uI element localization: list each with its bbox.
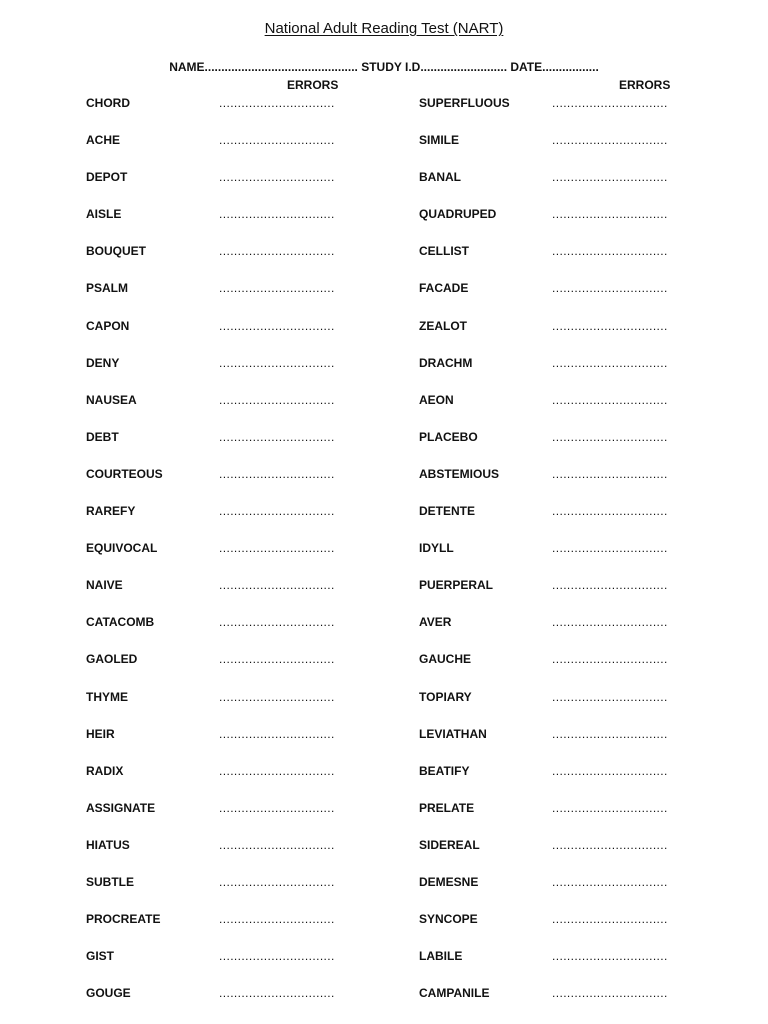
error-entry-line[interactable]: ...............................	[552, 318, 668, 333]
test-word: AISLE	[86, 207, 122, 222]
error-entry-line[interactable]: ...............................	[219, 912, 335, 927]
word-row	[86, 838, 386, 875]
error-entry-line[interactable]: ...............................	[552, 392, 668, 407]
test-word: AEON	[419, 392, 454, 407]
test-word: QUADRUPED	[419, 207, 497, 222]
word-row	[86, 170, 386, 207]
word-row	[86, 504, 386, 541]
word-row	[419, 578, 719, 615]
error-entry-line[interactable]: ...............................	[552, 244, 668, 259]
error-entry-line[interactable]: ...............................	[552, 133, 668, 148]
word-row	[86, 578, 386, 615]
test-word: COURTEOUS	[86, 466, 163, 481]
test-word: ABSTEMIOUS	[419, 466, 500, 481]
test-word: THYME	[86, 689, 128, 704]
test-word: DRACHM	[419, 355, 473, 370]
error-entry-line[interactable]: ...............................	[552, 355, 668, 370]
test-word: LABILE	[419, 949, 463, 964]
test-word: PROCREATE	[86, 912, 161, 927]
error-entry-line[interactable]: ...............................	[219, 133, 335, 148]
word-row	[419, 207, 719, 244]
test-word: SIDEREAL	[419, 837, 480, 852]
word-row	[86, 801, 386, 838]
word-row	[86, 393, 386, 430]
error-entry-line[interactable]: ...............................	[552, 504, 668, 519]
word-row	[419, 949, 719, 986]
test-word: HEIR	[86, 726, 115, 741]
error-entry-line[interactable]: ...............................	[219, 429, 335, 444]
test-word: ZEALOT	[419, 318, 467, 333]
error-entry-line[interactable]: ...............................	[219, 800, 335, 815]
error-entry-line[interactable]: ...............................	[552, 800, 668, 815]
word-row	[86, 207, 386, 244]
test-word: PRELATE	[419, 800, 475, 815]
word-row	[419, 912, 719, 949]
test-word: SUBTLE	[86, 874, 134, 889]
error-entry-line[interactable]: ...............................	[219, 541, 335, 556]
test-word: ASSIGNATE	[86, 800, 156, 815]
test-word: EQUIVOCAL	[86, 541, 158, 556]
error-entry-line[interactable]: ...............................	[219, 466, 335, 481]
error-entry-line[interactable]: ...............................	[219, 615, 335, 630]
test-word: GAUCHE	[419, 652, 472, 667]
error-entry-line[interactable]: ...............................	[552, 652, 668, 667]
error-entry-line[interactable]: ...............................	[552, 207, 668, 222]
word-row	[86, 615, 386, 652]
test-word: CATACOMB	[86, 615, 155, 630]
errors-header-right: ERRORS	[619, 78, 671, 92]
word-row	[419, 504, 719, 541]
error-entry-line[interactable]: ...............................	[552, 726, 668, 741]
test-word: BOUQUET	[86, 244, 146, 259]
word-row	[86, 875, 386, 912]
word-row	[86, 912, 386, 949]
word-row	[86, 96, 386, 133]
error-entry-line[interactable]: ...............................	[219, 949, 335, 964]
error-entry-line[interactable]: ...............................	[219, 837, 335, 852]
word-row	[86, 949, 386, 986]
word-row	[86, 541, 386, 578]
word-row	[419, 319, 719, 356]
test-word: PUERPERAL	[419, 578, 494, 593]
test-word: DEPOT	[86, 170, 128, 185]
word-row	[86, 652, 386, 689]
word-row	[419, 690, 719, 727]
test-word: PLACEBO	[419, 429, 478, 444]
error-entry-line[interactable]: ...............................	[219, 355, 335, 370]
word-row	[86, 430, 386, 467]
error-entry-line[interactable]: ...............................	[552, 281, 668, 296]
error-entry-line[interactable]: ...............................	[219, 578, 335, 593]
test-word: BANAL	[419, 170, 461, 185]
word-row	[419, 764, 719, 801]
test-word: NAUSEA	[86, 392, 137, 407]
test-word: GAOLED	[86, 652, 138, 667]
word-row	[419, 652, 719, 689]
word-column-left	[86, 96, 386, 1023]
error-entry-line[interactable]: ...............................	[219, 726, 335, 741]
test-word: IDYLL	[419, 541, 454, 556]
word-row	[419, 838, 719, 875]
word-row	[419, 467, 719, 504]
word-row	[419, 541, 719, 578]
error-entry-line[interactable]: ...............................	[552, 837, 668, 852]
test-word: SIMILE	[419, 133, 460, 148]
errors-header-left: ERRORS	[287, 78, 339, 92]
test-word: RADIX	[86, 763, 124, 778]
error-entry-line[interactable]: ...............................	[219, 689, 335, 704]
test-word: DEMESNE	[419, 874, 479, 889]
test-word: NAIVE	[86, 578, 123, 593]
word-row	[86, 356, 386, 393]
word-row	[419, 615, 719, 652]
error-entry-line[interactable]: ...............................	[219, 207, 335, 222]
error-entry-line[interactable]: ...............................	[552, 96, 668, 110]
test-word: CELLIST	[419, 244, 469, 259]
error-entry-line[interactable]: ...............................	[552, 429, 668, 444]
word-row	[419, 986, 719, 1023]
error-entry-line[interactable]: ...............................	[219, 392, 335, 407]
test-word: LEVIATHAN	[419, 726, 487, 741]
word-row	[86, 690, 386, 727]
error-entry-line[interactable]: ...............................	[219, 504, 335, 519]
word-row	[419, 96, 719, 133]
word-row	[86, 727, 386, 764]
word-row	[86, 244, 386, 281]
error-entry-line[interactable]: ...............................	[552, 986, 668, 1001]
test-word: GOUGE	[86, 986, 131, 1001]
word-row	[419, 356, 719, 393]
error-entry-line[interactable]: ...............................	[219, 244, 335, 259]
word-row	[419, 281, 719, 318]
error-entry-line[interactable]: ...............................	[552, 874, 668, 889]
test-word: DENY	[86, 355, 120, 370]
error-entry-line[interactable]: ...............................	[552, 912, 668, 927]
word-row	[86, 764, 386, 801]
test-word: TOPIARY	[419, 689, 472, 704]
test-word: SYNCOPE	[419, 912, 478, 927]
word-row	[419, 133, 719, 170]
test-word: SUPERFLUOUS	[419, 96, 510, 110]
word-row	[86, 986, 386, 1023]
test-word: HIATUS	[86, 837, 130, 852]
test-word: CAPON	[86, 318, 130, 333]
word-row	[419, 170, 719, 207]
word-row	[86, 319, 386, 356]
test-word: GIST	[86, 949, 115, 964]
error-entry-line[interactable]: ...............................	[552, 578, 668, 593]
word-row	[419, 727, 719, 764]
test-word: RAREFY	[86, 504, 136, 519]
word-row	[86, 281, 386, 318]
page-title: National Adult Reading Test (NART)	[264, 20, 504, 37]
word-row	[419, 430, 719, 467]
word-row	[419, 393, 719, 430]
error-entry-line[interactable]: ...............................	[219, 763, 335, 778]
error-entry-line[interactable]: ...............................	[552, 615, 668, 630]
error-entry-line[interactable]: ...............................	[552, 689, 668, 704]
word-row	[86, 467, 386, 504]
error-entry-line[interactable]: ...............................	[219, 652, 335, 667]
test-word: BEATIFY	[419, 763, 470, 778]
error-entry-line[interactable]: ...............................	[219, 986, 335, 1001]
word-row	[419, 875, 719, 912]
error-entry-line[interactable]: ...............................	[219, 281, 335, 296]
error-entry-line[interactable]: ...............................	[552, 763, 668, 778]
test-word: DETENTE	[419, 504, 476, 519]
test-word: ACHE	[86, 133, 121, 148]
test-word: AVER	[419, 615, 452, 630]
word-row	[86, 133, 386, 170]
test-word: FACADE	[419, 281, 469, 296]
error-entry-line[interactable]: ...............................	[552, 466, 668, 481]
error-entry-line[interactable]: ...............................	[219, 318, 335, 333]
word-row	[419, 801, 719, 838]
word-row	[419, 244, 719, 281]
test-word: DEBT	[86, 429, 119, 444]
error-entry-line[interactable]: ...............................	[552, 541, 668, 556]
error-entry-line[interactable]: ...............................	[552, 949, 668, 964]
error-entry-line[interactable]: ...............................	[219, 874, 335, 889]
error-entry-line[interactable]: ...............................	[219, 96, 335, 110]
error-entry-line[interactable]: ...............................	[219, 170, 335, 185]
participant-info-line: NAME.............................................. STUDY I.D.......................... DATE.................	[169, 60, 599, 74]
test-word: CAMPANILE	[419, 986, 490, 1001]
word-column-right	[419, 96, 719, 1023]
test-word: CHORD	[86, 96, 130, 110]
test-word: PSALM	[86, 281, 128, 296]
error-entry-line[interactable]: ...............................	[552, 170, 668, 185]
